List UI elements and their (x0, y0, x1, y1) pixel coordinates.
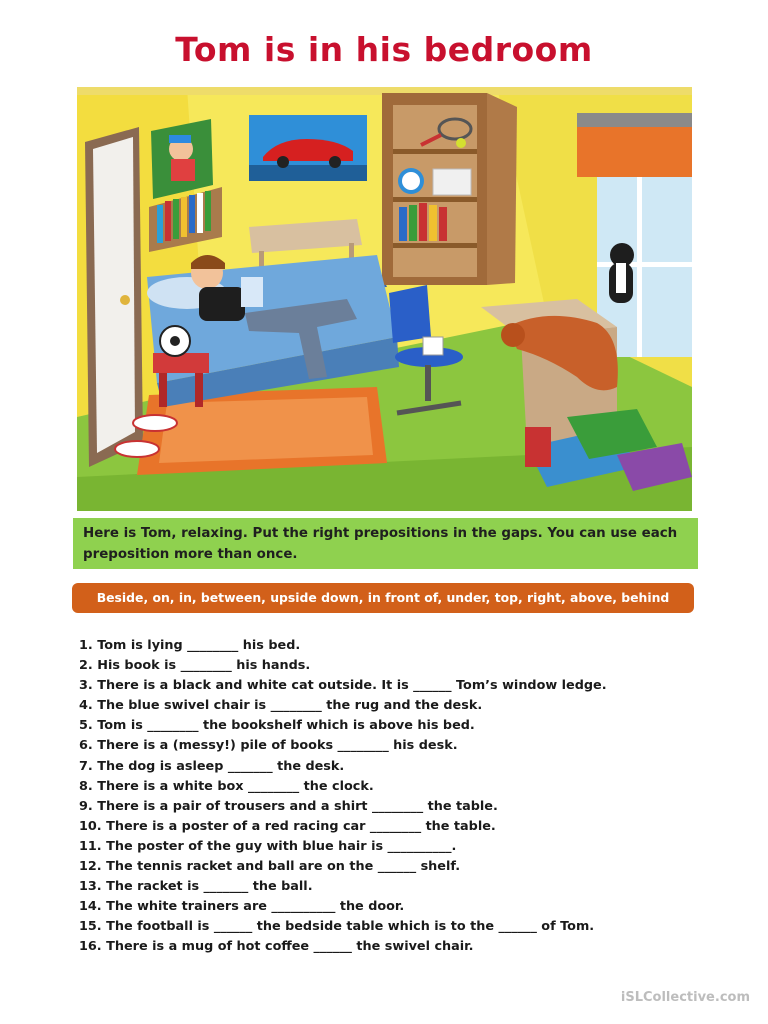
question-number: 2. (79, 658, 93, 674)
bedroom-illustration (77, 87, 692, 511)
question-number: 7. (79, 758, 93, 774)
question-number: 5. (79, 718, 93, 734)
question-item (79, 837, 719, 857)
question-text: The racket is _______ the ball. (106, 879, 313, 895)
question-text: The dog is asleep _______ the desk. (97, 758, 345, 774)
question-text: There is a poster of a red racing car ________ the table. (106, 818, 496, 834)
question-item (79, 696, 719, 716)
site-watermark: iSLCollective.com (620, 990, 750, 1005)
question-item (79, 857, 719, 877)
instructions-box: Here is Tom, relaxing. Put the right prepositions in the gaps. You can use each preposition more than once. (73, 518, 698, 569)
question-text: Tom is ________ the bookshelf which is above his bed. (97, 718, 475, 734)
question-number: 9. (79, 798, 93, 814)
question-number: 8. (79, 778, 93, 794)
question-text: His book is ________ his hands. (97, 658, 311, 674)
question-item (79, 656, 719, 676)
page-title: Tom is in his bedroom (175, 30, 593, 69)
question-number: 14. (79, 899, 102, 915)
question-text: There is a white box ________ the clock. (97, 778, 374, 794)
question-number: 6. (79, 738, 93, 754)
question-item (79, 897, 719, 917)
question-text: The football is ______ the bedside table which is to the ______ of Tom. (106, 919, 595, 935)
tall-bookshelf (382, 93, 517, 285)
question-text: Tom is lying ________ his bed. (97, 638, 301, 653)
question-number: 13. (79, 879, 102, 895)
question-text: There is a black and white cat outside. It is ______ Tom’s window ledge. (97, 678, 607, 694)
question-text: The blue swivel chair is ________ the rug and the desk. (97, 698, 483, 714)
question-number: 3. (79, 678, 93, 694)
question-text: The white trainers are __________ the door. (106, 899, 405, 915)
question-number: 4. (79, 698, 93, 714)
question-text: There is a mug of hot coffee ______ the swivel chair. (106, 939, 474, 955)
car-poster (249, 115, 367, 181)
question-item (79, 817, 719, 837)
question-number: 10. (79, 818, 102, 834)
question-item (79, 676, 719, 696)
door (85, 127, 143, 467)
question-number: 12. (79, 859, 102, 875)
question-item (79, 716, 719, 736)
question-item (79, 777, 719, 797)
word-bank: Beside, on, in, between, upside down, in front of, under, top, right, above, behind (72, 583, 694, 613)
question-text: The tennis racket and ball are on the ______ shelf. (106, 859, 461, 875)
question-text: The poster of the guy with blue hair is __________. (106, 838, 457, 854)
question-item (79, 877, 719, 897)
question-item (79, 797, 719, 817)
question-number: 16. (79, 939, 102, 955)
question-number: 11. (79, 838, 102, 854)
question-item (79, 636, 719, 656)
question-item (79, 937, 719, 957)
question-list (79, 636, 719, 958)
question-item (79, 917, 719, 937)
poster-guy (151, 119, 213, 199)
question-number: 1. (79, 638, 93, 653)
question-item (79, 757, 719, 777)
question-item (79, 736, 719, 756)
question-number: 15. (79, 919, 102, 935)
question-text: There is a (messy!) pile of books ________ his desk. (97, 738, 458, 754)
question-text: There is a pair of trousers and a shirt ________ the table. (97, 798, 498, 814)
